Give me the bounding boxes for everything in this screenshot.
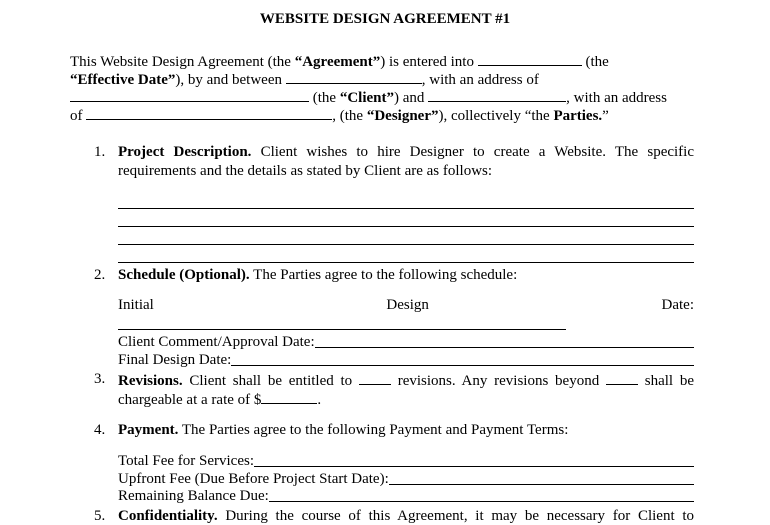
description-line-4[interactable] [118,262,694,263]
description-line-2[interactable] [118,226,694,227]
schedule-word: Design [386,297,429,313]
revisions-beyond-field[interactable] [606,370,638,385]
section-text: The Parties agree to the following Payment and Payment Terms: [178,422,569,438]
schedule-initial-design-row [118,296,694,314]
description-line-3[interactable] [118,244,694,245]
upfront-fee-row [118,470,694,488]
section-number: 5. [94,508,106,524]
schedule-word: Date: [661,297,694,313]
upfront-fee-field[interactable] [389,470,694,485]
intro-text: of [70,108,87,124]
section-number: 3. [94,371,106,387]
intro-text: ), by and between [175,72,286,88]
section-text: shall be [637,373,694,389]
agreement-term: “Agreement” [294,54,381,70]
intro-line-3 [70,87,667,105]
intro-line-2 [70,69,539,87]
remaining-balance-row [118,487,694,505]
section-heading: Confidentiality. [118,508,218,524]
intro-text: , (the [332,108,367,124]
intro-text: , with an address [566,90,667,106]
intro-line-1 [70,51,609,69]
total-fee-row [118,452,694,470]
field-label: Remaining Balance Due: [118,488,269,504]
field-label: Upfront Fee (Due Before Project Start Date): [118,471,389,487]
client-name-field[interactable] [286,69,422,84]
section-3-line-1 [118,370,694,388]
client-term: “Client” [339,90,394,106]
field-label: Client Comment/Approval Date: [118,334,315,350]
designer-name-field[interactable] [428,87,566,102]
description-line-1[interactable] [118,208,694,209]
designer-address-field[interactable] [86,105,332,120]
section-4-line-1 [118,421,568,439]
client-address-field[interactable] [70,87,309,102]
intro-text: ) is entered into [380,54,478,70]
intro-line-4 [70,105,609,123]
intro-text: , with an address of [421,72,539,88]
section-text: revisions. Any revisions beyond [390,373,606,389]
section-1-line-1 [118,143,694,161]
section-1-line-2: requirements and the details as stated by Client are as follows: [118,163,493,179]
final-design-date-field[interactable] [231,351,694,366]
section-text: chargeable at a rate of $ [118,392,262,408]
section-number: 4. [94,422,106,438]
intro-text: (the [309,90,340,106]
intro-text: This Website Design Agreement (the [70,54,295,70]
initial-design-date-field[interactable] [118,329,566,330]
section-3-line-2 [118,389,321,407]
effective-date-term: “Effective Date” [70,72,176,88]
field-label: Total Fee for Services: [118,453,254,469]
designer-term: “Designer” [366,108,439,124]
intro-text: ), collectively “the [438,108,554,124]
final-design-date-row [118,351,694,369]
section-text: The Parties agree to the following schedule: [249,267,518,283]
document-title: WEBSITE DESIGN AGREEMENT #1 [259,11,511,27]
section-heading: Project Description. [118,144,252,160]
section-text: . [317,392,322,408]
intro-text: ” [602,108,609,124]
intro-text: ) and [394,90,429,106]
section-number: 1. [94,144,106,160]
section-heading: Schedule (Optional). [118,267,250,283]
intro-text: (the [581,54,609,70]
section-5-line-1 [118,507,694,525]
section-heading: Revisions. [118,373,183,389]
total-fee-field[interactable] [254,452,694,467]
client-approval-date-row [118,333,694,351]
section-2-line-1 [118,266,517,284]
section-heading: Payment. [118,422,179,438]
schedule-word: Initial [118,297,154,313]
revisions-count-field[interactable] [359,370,391,385]
section-text: Client shall be entitled to [182,373,359,389]
remaining-balance-field[interactable] [269,487,694,502]
revision-rate-field[interactable] [261,389,317,404]
section-text: Client wishes to hire Designer to create a Website. The specific [251,144,694,160]
effective-date-field[interactable] [478,51,582,66]
client-approval-date-field[interactable] [315,333,694,348]
section-text: During the course of this Agreement, it may be necessary for Client to [217,508,694,524]
section-number: 2. [94,267,106,283]
field-label: Final Design Date: [118,352,232,368]
parties-term: Parties. [553,108,603,124]
